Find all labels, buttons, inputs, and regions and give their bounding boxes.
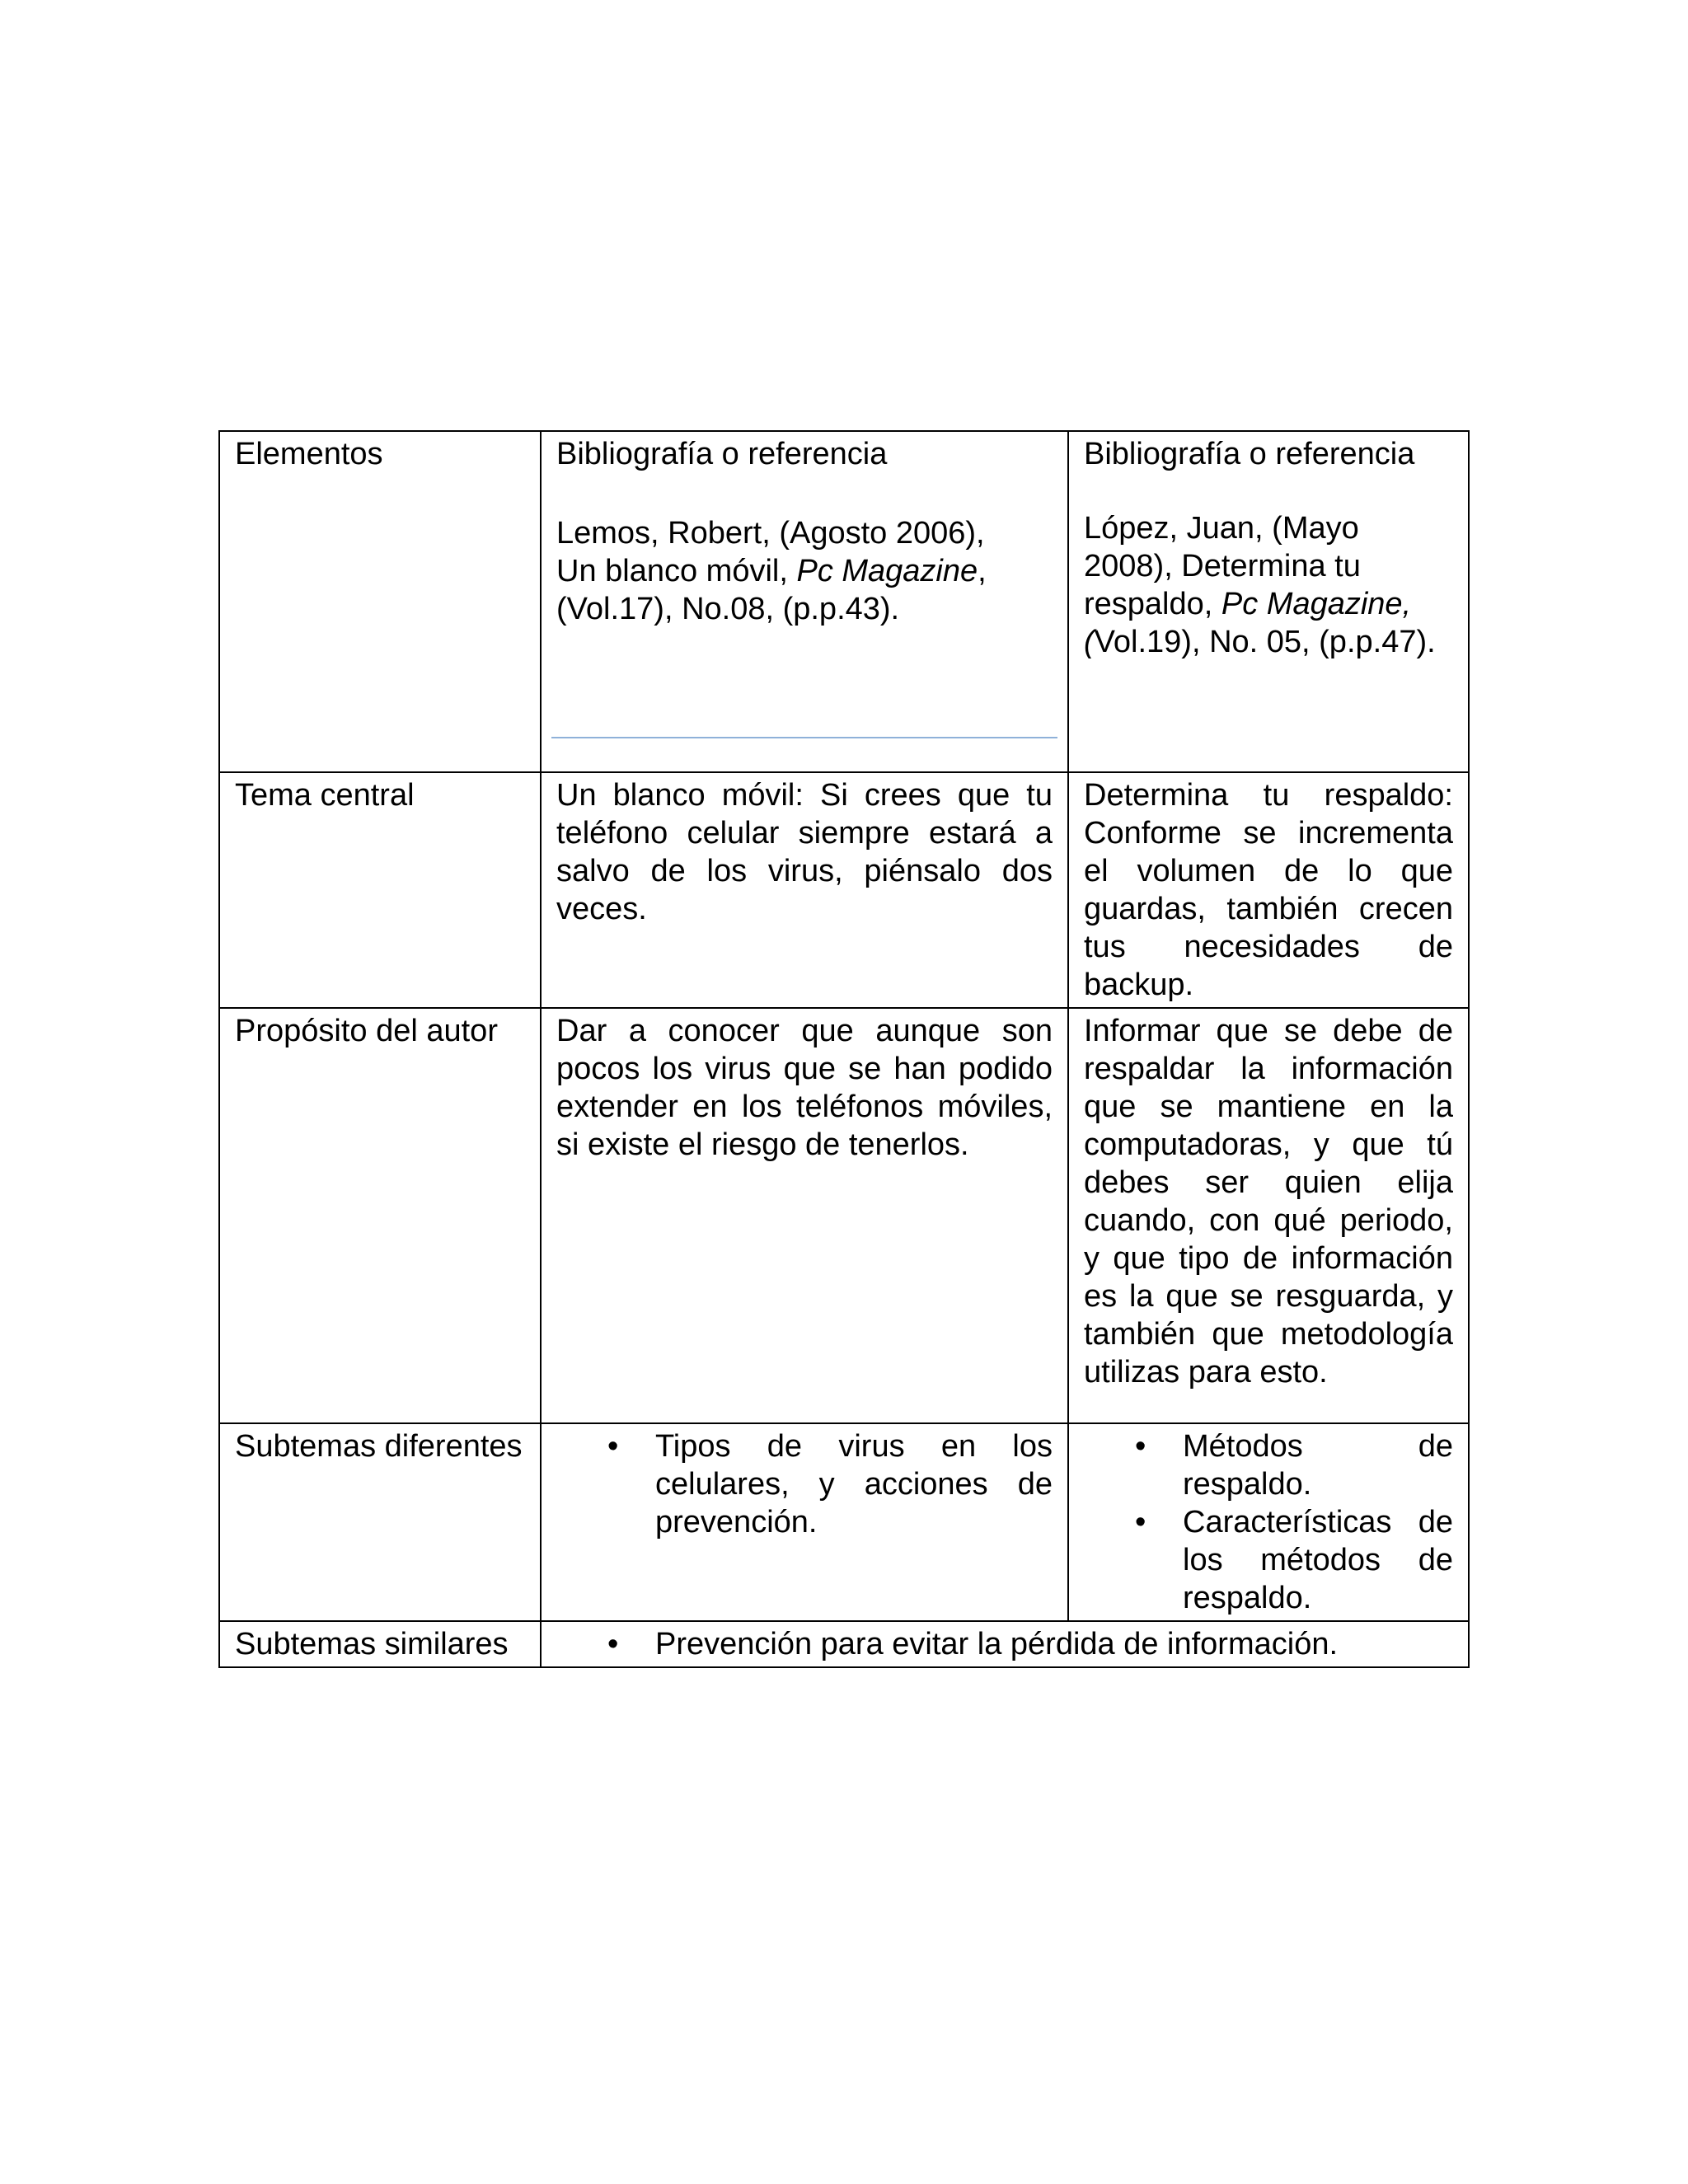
bullet-icon: • xyxy=(1135,1505,1146,1540)
divider-line xyxy=(551,737,1057,738)
reference-cell-2 xyxy=(1068,431,1469,772)
header-elementos xyxy=(219,431,541,772)
list-item-text: Características de los métodos de respaldo. xyxy=(1183,1505,1453,1615)
proposito-cell-1: Dar a conocer que aunque son pocos los virus que se han podido extender en los teléfonos móviles, si existe el riesgo de tenerlos. xyxy=(541,1008,1068,1423)
citation-2-volume: Vol.19), No. 05, (p.p.47). xyxy=(1094,625,1436,659)
tema-cell-1: Un blanco móvil: Si crees que tu teléfono celular siempre estará a salvo de los virus, piénsalo dos veces. xyxy=(541,772,1068,1008)
table-row xyxy=(219,1423,1469,1621)
subtemas-similares-cell xyxy=(541,1621,1469,1667)
citation-2-text: López, Juan, (Mayo 2008), Determina tu respaldo, xyxy=(1084,511,1361,621)
table-row xyxy=(219,1621,1469,1667)
table-row xyxy=(219,1008,1469,1423)
subtemas-diferentes-cell-1 xyxy=(541,1423,1068,1621)
tema-cell-2: Determina tu respaldo: Conforme se incrementa el volumen de lo que guardas, también crecen tus necesidades de backup. xyxy=(1068,772,1469,1008)
row-label-subtemas-diferentes: Subtemas diferentes xyxy=(219,1423,541,1621)
table-row xyxy=(219,431,1469,772)
bullet-icon: • xyxy=(607,1627,619,1661)
citation-1 xyxy=(556,514,1053,628)
citation-1-journal: Pc Magazine xyxy=(796,554,978,588)
row-label-tema: Tema central xyxy=(219,772,541,1008)
subtemas-diferentes-cell-2 xyxy=(1068,1423,1469,1621)
list-item xyxy=(1084,1427,1453,1503)
proposito-cell-2: Informar que se debe de respaldar la información que se mantiene en la computadoras, y que tú debes ser quien elija cuando, con qué periodo, y que tipo de información es la que se resguarda, y también que metodología utilizas para esto. xyxy=(1068,1008,1469,1423)
citation-2-journal: Pc Magazine, ( xyxy=(1084,587,1412,659)
table-row xyxy=(219,772,1469,1008)
header-elementos-text: Elementos xyxy=(235,437,383,471)
bullet-list xyxy=(556,1625,1453,1663)
reference-cell-1 xyxy=(541,431,1068,772)
header-bibliografia-2: Bibliografía o referencia xyxy=(1084,437,1415,471)
bullet-icon: • xyxy=(607,1429,619,1464)
header-bibliografia-1: Bibliografía o referencia xyxy=(556,437,888,471)
citation-1-title: Un blanco móvil, xyxy=(556,554,797,588)
bullet-list xyxy=(556,1427,1053,1541)
list-item xyxy=(556,1427,1053,1541)
list-item-text: Prevención para evitar la pérdida de información. xyxy=(655,1627,1339,1661)
citation-1-line-3: (Vol.17), No.08, (p.p.43). xyxy=(556,592,900,626)
comparison-table xyxy=(218,430,1470,1668)
list-item xyxy=(1084,1503,1453,1617)
list-item xyxy=(556,1625,1453,1663)
list-item-text: Tipos de virus en los celulares, y acciones de prevención. xyxy=(655,1429,1053,1540)
row-label-proposito: Propósito del autor xyxy=(219,1008,541,1423)
citation-1-line-2 xyxy=(556,552,1053,590)
citation-2 xyxy=(1084,509,1453,661)
citation-1-line-1: Lemos, Robert, (Agosto 2006), xyxy=(556,516,985,551)
row-label-subtemas-similares: Subtemas similares xyxy=(219,1621,541,1667)
citation-1-comma: , xyxy=(978,554,987,588)
bullet-icon: • xyxy=(1135,1429,1146,1464)
list-item-text: Métodos de respaldo. xyxy=(1183,1429,1453,1502)
bullet-list xyxy=(1084,1427,1453,1617)
